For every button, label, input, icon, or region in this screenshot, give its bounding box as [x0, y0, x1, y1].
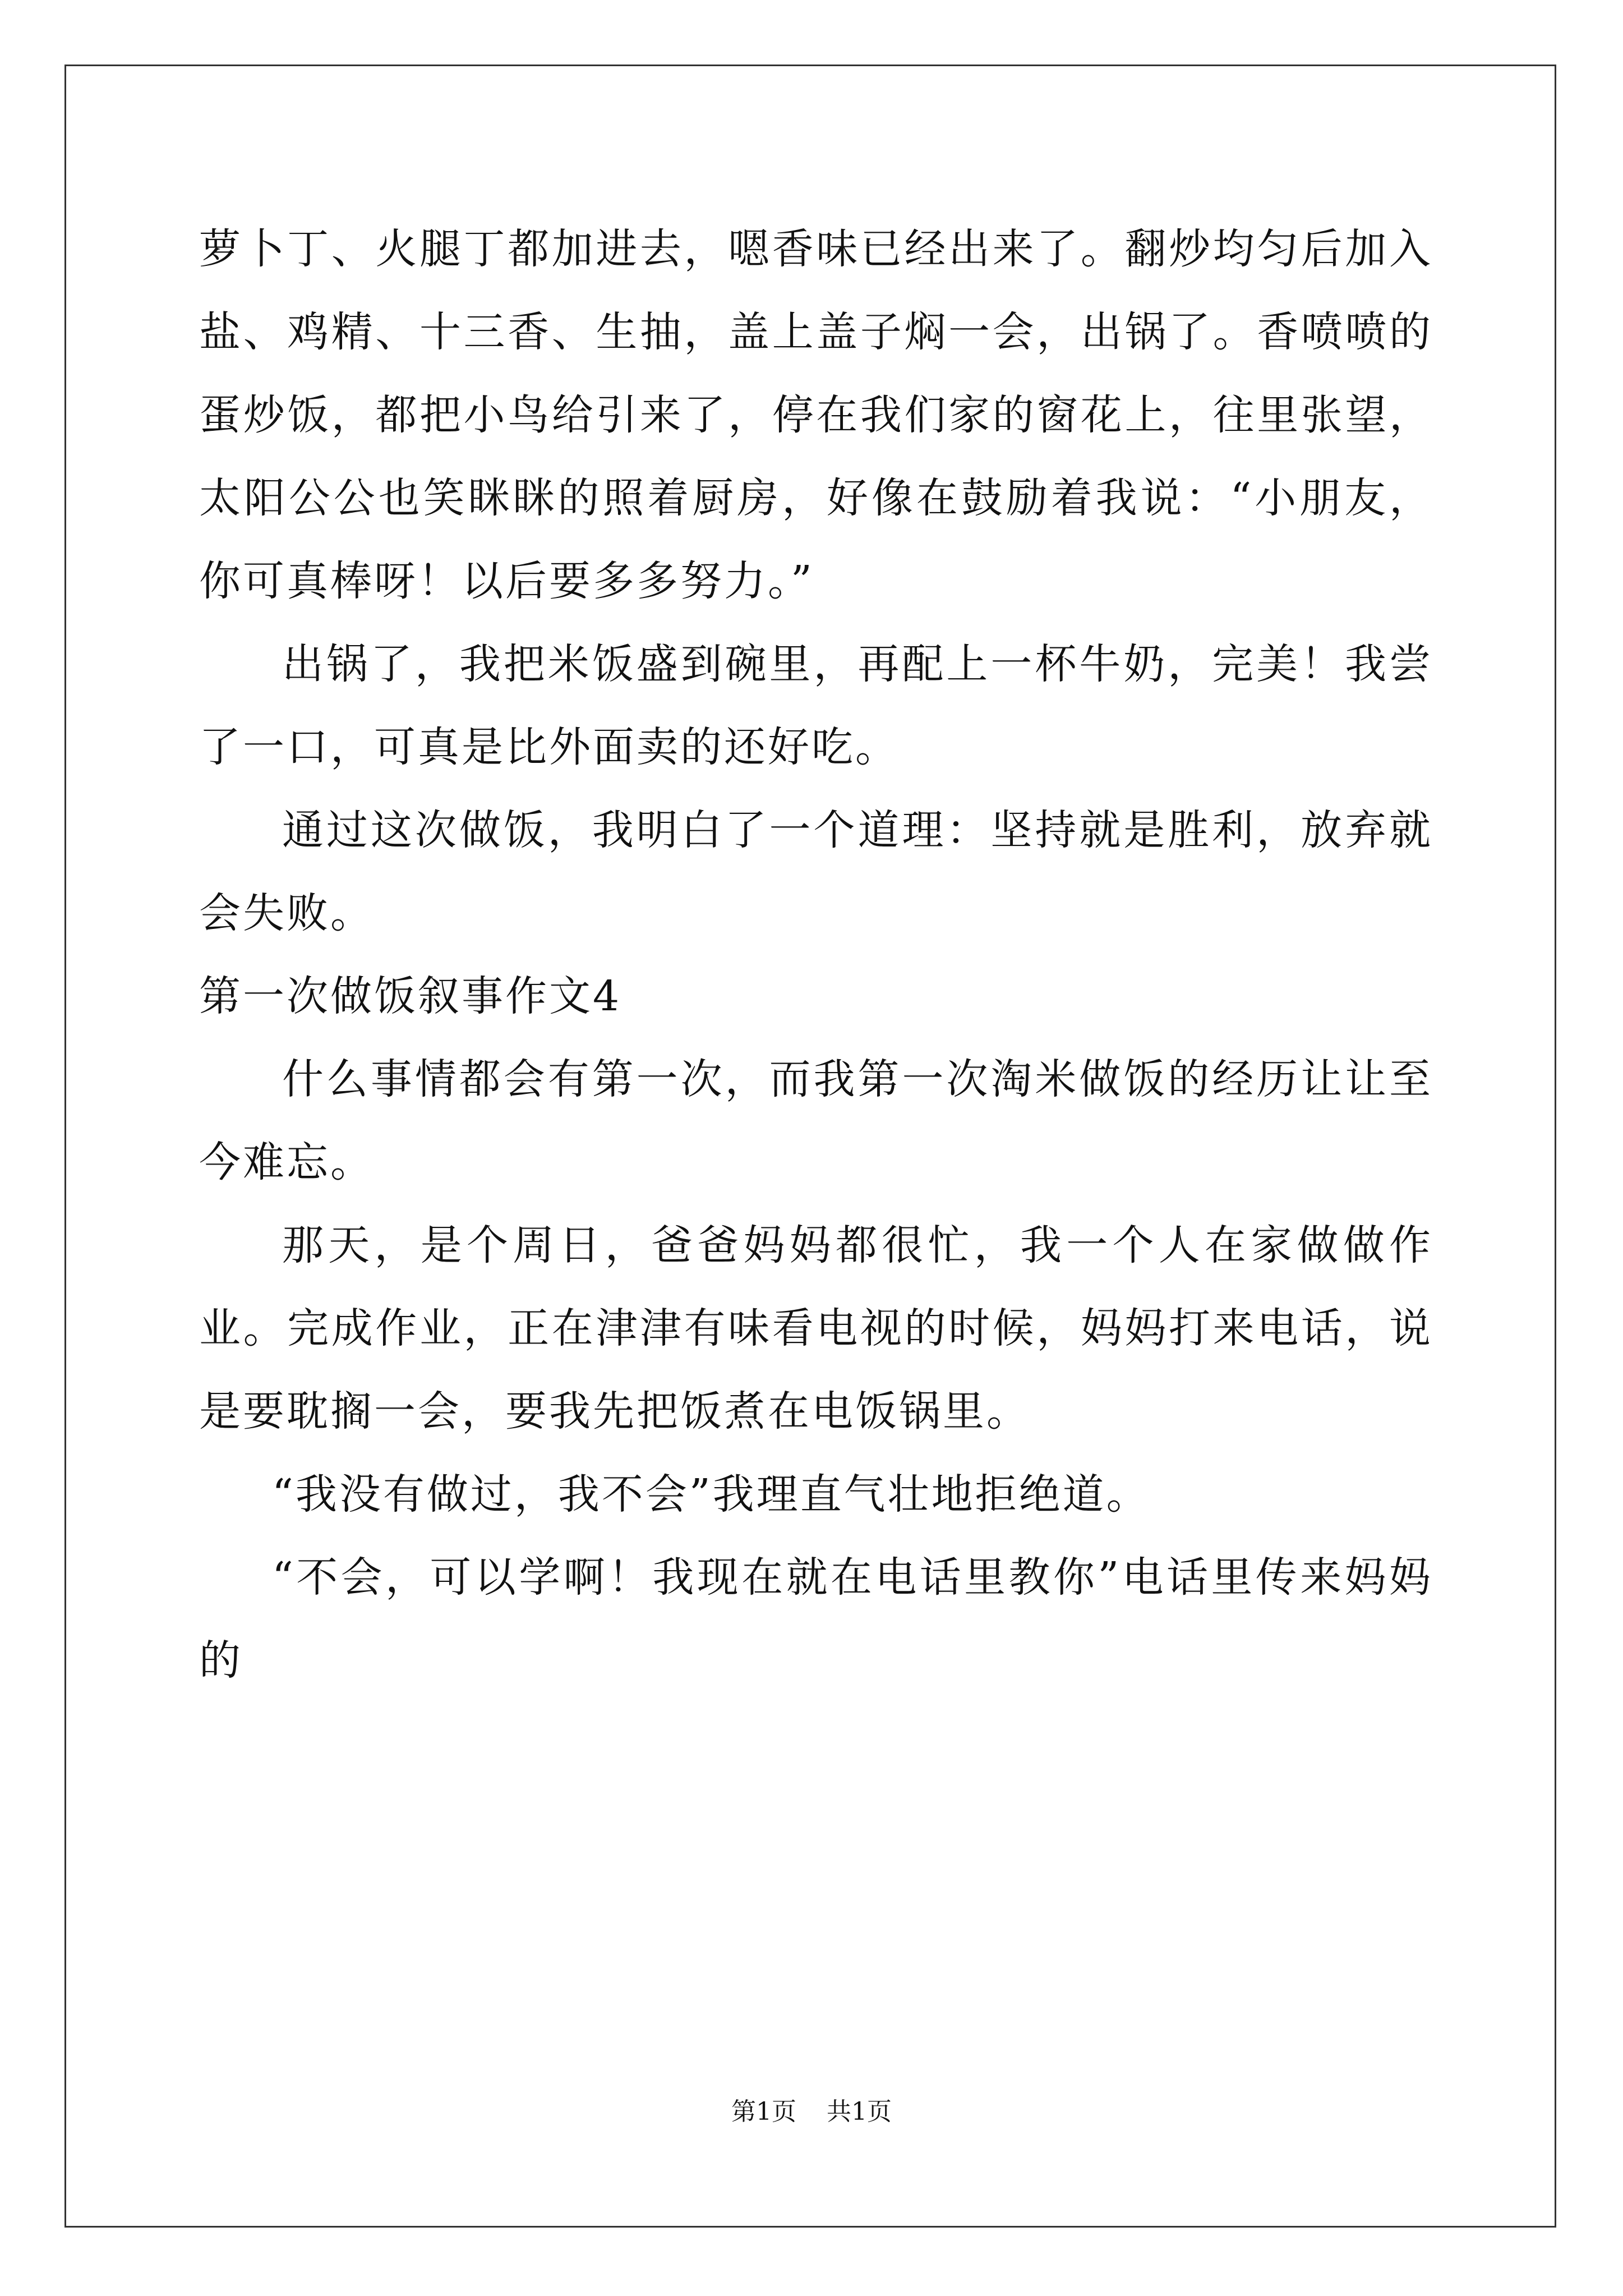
paragraph: 出锅了，我把米饭盛到碗里，再配上一杯牛奶，完美！我尝了一口，可真是比外面卖的还好吃。 — [199, 640, 1433, 771]
paragraph: 通过这次做饭，我明白了一个道理：坚持就是胜利，放弃就会失败。 — [199, 806, 1433, 937]
paragraph: 什么事情都会有第一次，而我第一次淘米做饭的经历让让至今难忘。 — [199, 1055, 1433, 1186]
page-number: 第1页 — [731, 2097, 796, 2126]
paragraph: 萝卜丁、火腿丁都加进去，嗯香味已经出来了。翻炒均匀后加入盐、鸡精、十三香、生抽，盖上盖子焖一会，出锅了。香喷喷的蛋炒饭，都把小鸟给引来了，停在我们家的窗花上，往里张望，太阳公公也笑眯眯的照着厨房，好像在鼓励着我说：“小朋友，你可真棒呀！以后要多多努力。” — [199, 225, 1433, 605]
paragraph: 那天，是个周日，爸爸妈妈都很忙，我一个人在家做做作业。完成作业，正在津津有味看电视的时候，妈妈打来电话，说是要耽搁一会，要我先把饭煮在电饭锅里。 — [199, 1221, 1433, 1435]
paragraph: “不会，可以学啊！我现在就在电话里教你”电话里传来妈妈的 — [199, 1553, 1433, 1685]
page-total: 共1页 — [827, 2097, 892, 2126]
document-body — [199, 208, 1433, 1702]
section-title: 第一次做饭叙事作文4 — [199, 972, 622, 1020]
paragraph: “我没有做过，我不会”我理直气壮地拒绝道。 — [272, 1470, 1150, 1519]
page-footer — [0, 2095, 1623, 2129]
